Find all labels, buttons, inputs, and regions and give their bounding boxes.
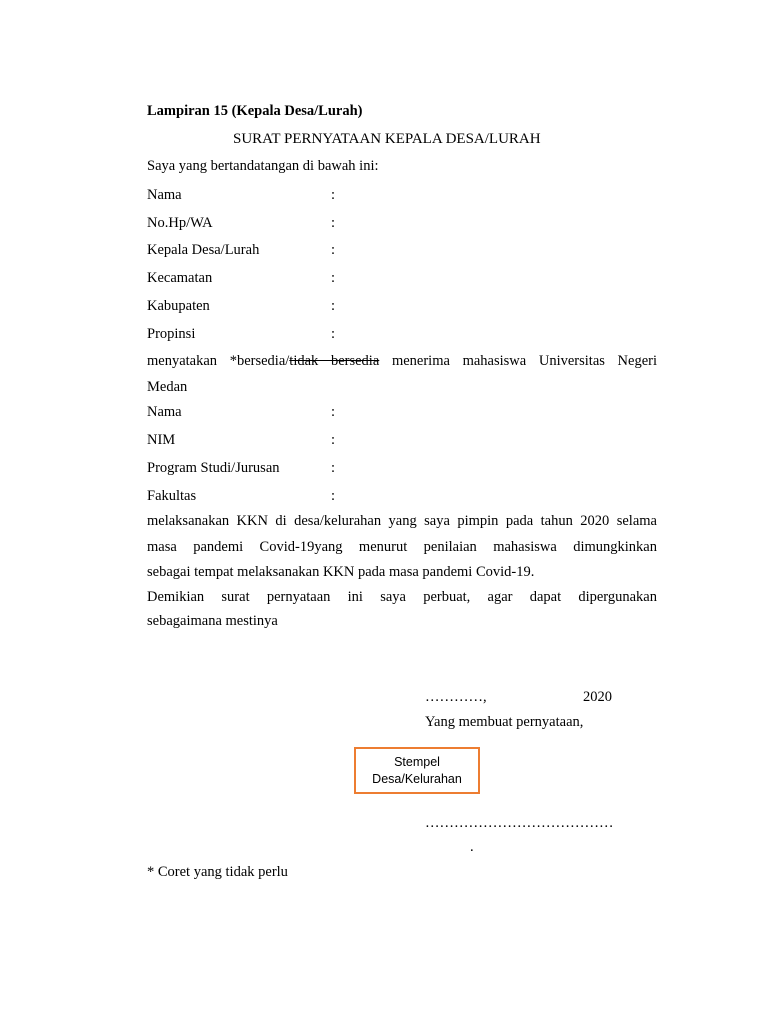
attachment-label: Lampiran 15 (Kepala Desa/Lurah) <box>147 103 363 119</box>
statement-rest: menerima mahasiswa Universitas Negeri <box>391 353 658 369</box>
signature-name-line-end: . <box>470 839 474 855</box>
field-colon: : <box>331 187 336 203</box>
field-label-kepala-desa: Kepala Desa/Lurah <box>147 242 260 258</box>
body-line-2: masa pandemi Covid-19yang menurut penilaian mahasiswa dimungkinkan <box>147 539 657 555</box>
closing-line-1: Demikian surat pernyataan ini saya perbuat, agar dapat dipergunakan <box>147 589 657 605</box>
closing-line-2: sebagaimana mestinya <box>147 613 278 629</box>
stamp-box <box>354 747 480 794</box>
struck-option: tidak bersedia <box>289 353 380 369</box>
field-colon: : <box>331 432 336 448</box>
statement-prefix: menyatakan *bersedia/ <box>147 353 290 369</box>
field-label-nama: Nama <box>147 187 182 203</box>
field-label-kabupaten: Kabupaten <box>147 298 210 314</box>
field-label-nohp: No.Hp/WA <box>147 215 213 231</box>
field-colon: : <box>331 404 336 420</box>
field-label-student-nama: Nama <box>147 404 182 420</box>
signature-name-line: ………………………………… <box>425 815 614 831</box>
field-label-program-studi: Program Studi/Jurusan <box>147 460 280 476</box>
field-label-nim: NIM <box>147 432 176 448</box>
field-colon: : <box>331 326 336 342</box>
statement-line-1 <box>147 354 657 369</box>
intro-text: Saya yang bertandatangan di bawah ini: <box>147 158 379 174</box>
body-line-1: melaksanakan KKN di desa/kelurahan yang saya pimpin pada tahun 2020 selama <box>147 513 657 529</box>
field-colon: : <box>331 270 336 286</box>
stamp-line-2: Desa/Kelurahan <box>372 771 462 786</box>
signature-year: 2020 <box>583 689 612 705</box>
signature-maker: Yang membuat pernyataan, <box>425 714 584 730</box>
statement-line-2: Medan <box>147 379 188 395</box>
field-label-fakultas: Fakultas <box>147 488 197 504</box>
field-colon: : <box>331 242 336 258</box>
stamp-line-1: Stempel <box>394 754 440 769</box>
field-colon: : <box>331 215 336 231</box>
field-colon: : <box>331 460 336 476</box>
footnote: * Coret yang tidak perlu <box>147 864 288 880</box>
field-colon: : <box>331 488 336 504</box>
place-date-blank: …………, <box>425 689 487 705</box>
field-colon: : <box>331 298 336 314</box>
field-label-propinsi: Propinsi <box>147 326 196 342</box>
body-line-3: sebagai tempat melaksanakan KKN pada masa pandemi Covid-19. <box>147 564 535 580</box>
document-title: SURAT PERNYATAAN KEPALA DESA/LURAH <box>233 131 541 147</box>
field-label-kecamatan: Kecamatan <box>147 270 213 286</box>
